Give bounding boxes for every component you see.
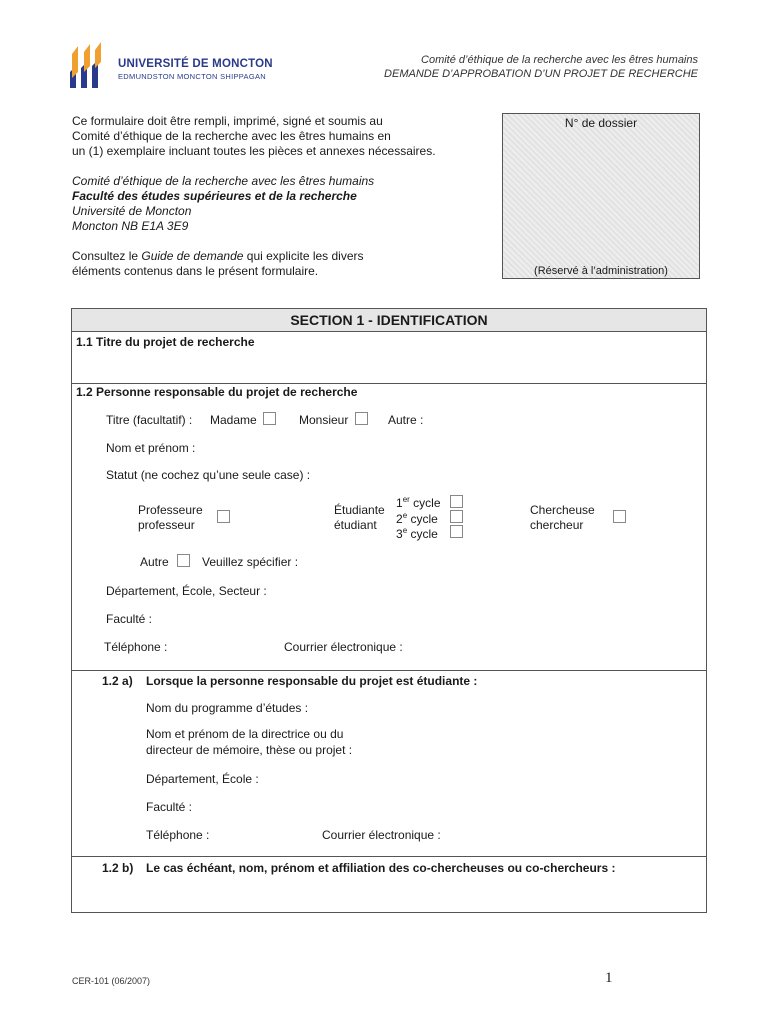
etudiant-label: étudiant [334,518,377,532]
intro-paragraph: Ce formulaire doit être rempli, imprimé, signé et soumis au Comité d’éthique de la recherche avec les êtres humains en un (1) exemplaire incluant toutes les pièces et annexes nécessaires. [72,114,436,158]
etudiante-label: Étudiante [334,503,385,517]
dossier-note: (Réservé à l’administration) [534,265,668,277]
question-1-2b-label: Le cas échéant, nom, prénom et affiliation des co-chercheuses ou co-chercheurs : [146,861,616,875]
divider [72,856,706,857]
departement-ecole-label: Département, École : [146,772,259,786]
logo-mark-icon [68,42,108,90]
autre-statut-label: Autre [140,555,169,569]
chercheuse-label: Chercheuse [530,503,595,517]
directeur-label-2: directeur de mémoire, thèse ou projet : [146,743,353,757]
cycle-3-label: 3e cycle [396,526,438,541]
madame-label: Madame [210,413,257,427]
chercheur-checkbox[interactable] [613,510,626,523]
section-1-form [71,308,707,913]
university-logo [68,42,273,90]
autre-title-label: Autre : [388,413,424,427]
telephone-label: Téléphone : [104,640,168,654]
project-title-field[interactable] [72,351,706,381]
question-1-2b-number: 1.2 b) [102,861,134,875]
question-1-1-label: 1.1 Titre du projet de recherche [76,335,255,349]
professeur-label: professeur [138,518,195,532]
faculte-2-label: Faculté : [146,800,193,814]
section-title: SECTION 1 - IDENTIFICATION [72,309,706,332]
monsieur-label: Monsieur [299,413,349,427]
telephone-2-label: Téléphone : [146,828,210,842]
divider [72,383,706,384]
committee-address: Comité d’éthique de la recherche avec les êtres humains Faculté des études supérieures et de la recherche Université de Moncton Moncton NB E1A 3E9 [72,174,375,233]
logo-name: UNIVERSITÉ DE MONCTON [118,58,273,70]
professeur-checkbox[interactable] [217,510,230,523]
question-1-2-label: 1.2 Personne responsable du projet de recherche [76,385,358,399]
departement-label: Département, École, Secteur : [106,584,267,598]
monsieur-checkbox[interactable] [355,412,368,425]
dossier-number-box [502,113,700,279]
faculte-label: Faculté : [106,612,153,626]
cycle-3-checkbox[interactable] [450,525,463,538]
page-number: 1 [605,970,613,986]
cycle-2-label: 2e cycle [396,511,438,526]
cycle-1-label: 1er cycle [396,495,441,510]
logo-campuses: EDMUNDSTON MONCTON SHIPPAGAN [118,72,266,81]
intro-text [72,114,472,294]
question-1-2a-number: 1.2 a) [102,674,133,688]
cycle-2-checkbox[interactable] [450,510,463,523]
madame-checkbox[interactable] [263,412,276,425]
nom-prenom-label: Nom et prénom : [106,441,196,455]
chercheur-label: chercheur [530,518,584,532]
guide-title: Guide de demande [141,249,244,263]
programme-label: Nom du programme d’études : [146,701,309,715]
courriel-label: Courrier électronique : [284,640,403,654]
courriel-2-label: Courrier électronique : [322,828,441,842]
divider [72,670,706,671]
question-1-2a-label: Lorsque la personne responsable du projet est étudiante : [146,674,478,688]
dossier-title: N° de dossier [564,116,638,130]
header-line-2: DEMANDE D’APPROBATION D’UN PROJET DE RECHERCHE [384,68,698,80]
form-code: CER-101 (06/2007) [72,976,151,986]
statut-label: Statut (ne cochez qu’une seule case) : [106,468,311,482]
co-chercheurs-field[interactable] [72,877,706,909]
cycle-1-checkbox[interactable] [450,495,463,508]
guide-reference: Consultez le Guide de demande qui explicite les divers éléments contenus dans le présent formulaire. [72,249,364,278]
header-line-1: Comité d’éthique de la recherche avec les êtres humains [421,54,698,66]
veuillez-specifier-label: Veuillez spécifier : [202,555,299,569]
autre-statut-checkbox[interactable] [177,554,190,567]
directeur-label-1: Nom et prénom de la directrice ou du [146,727,344,741]
titre-label: Titre (facultatif) : [106,413,193,427]
professeure-label: Professeure [138,503,203,517]
